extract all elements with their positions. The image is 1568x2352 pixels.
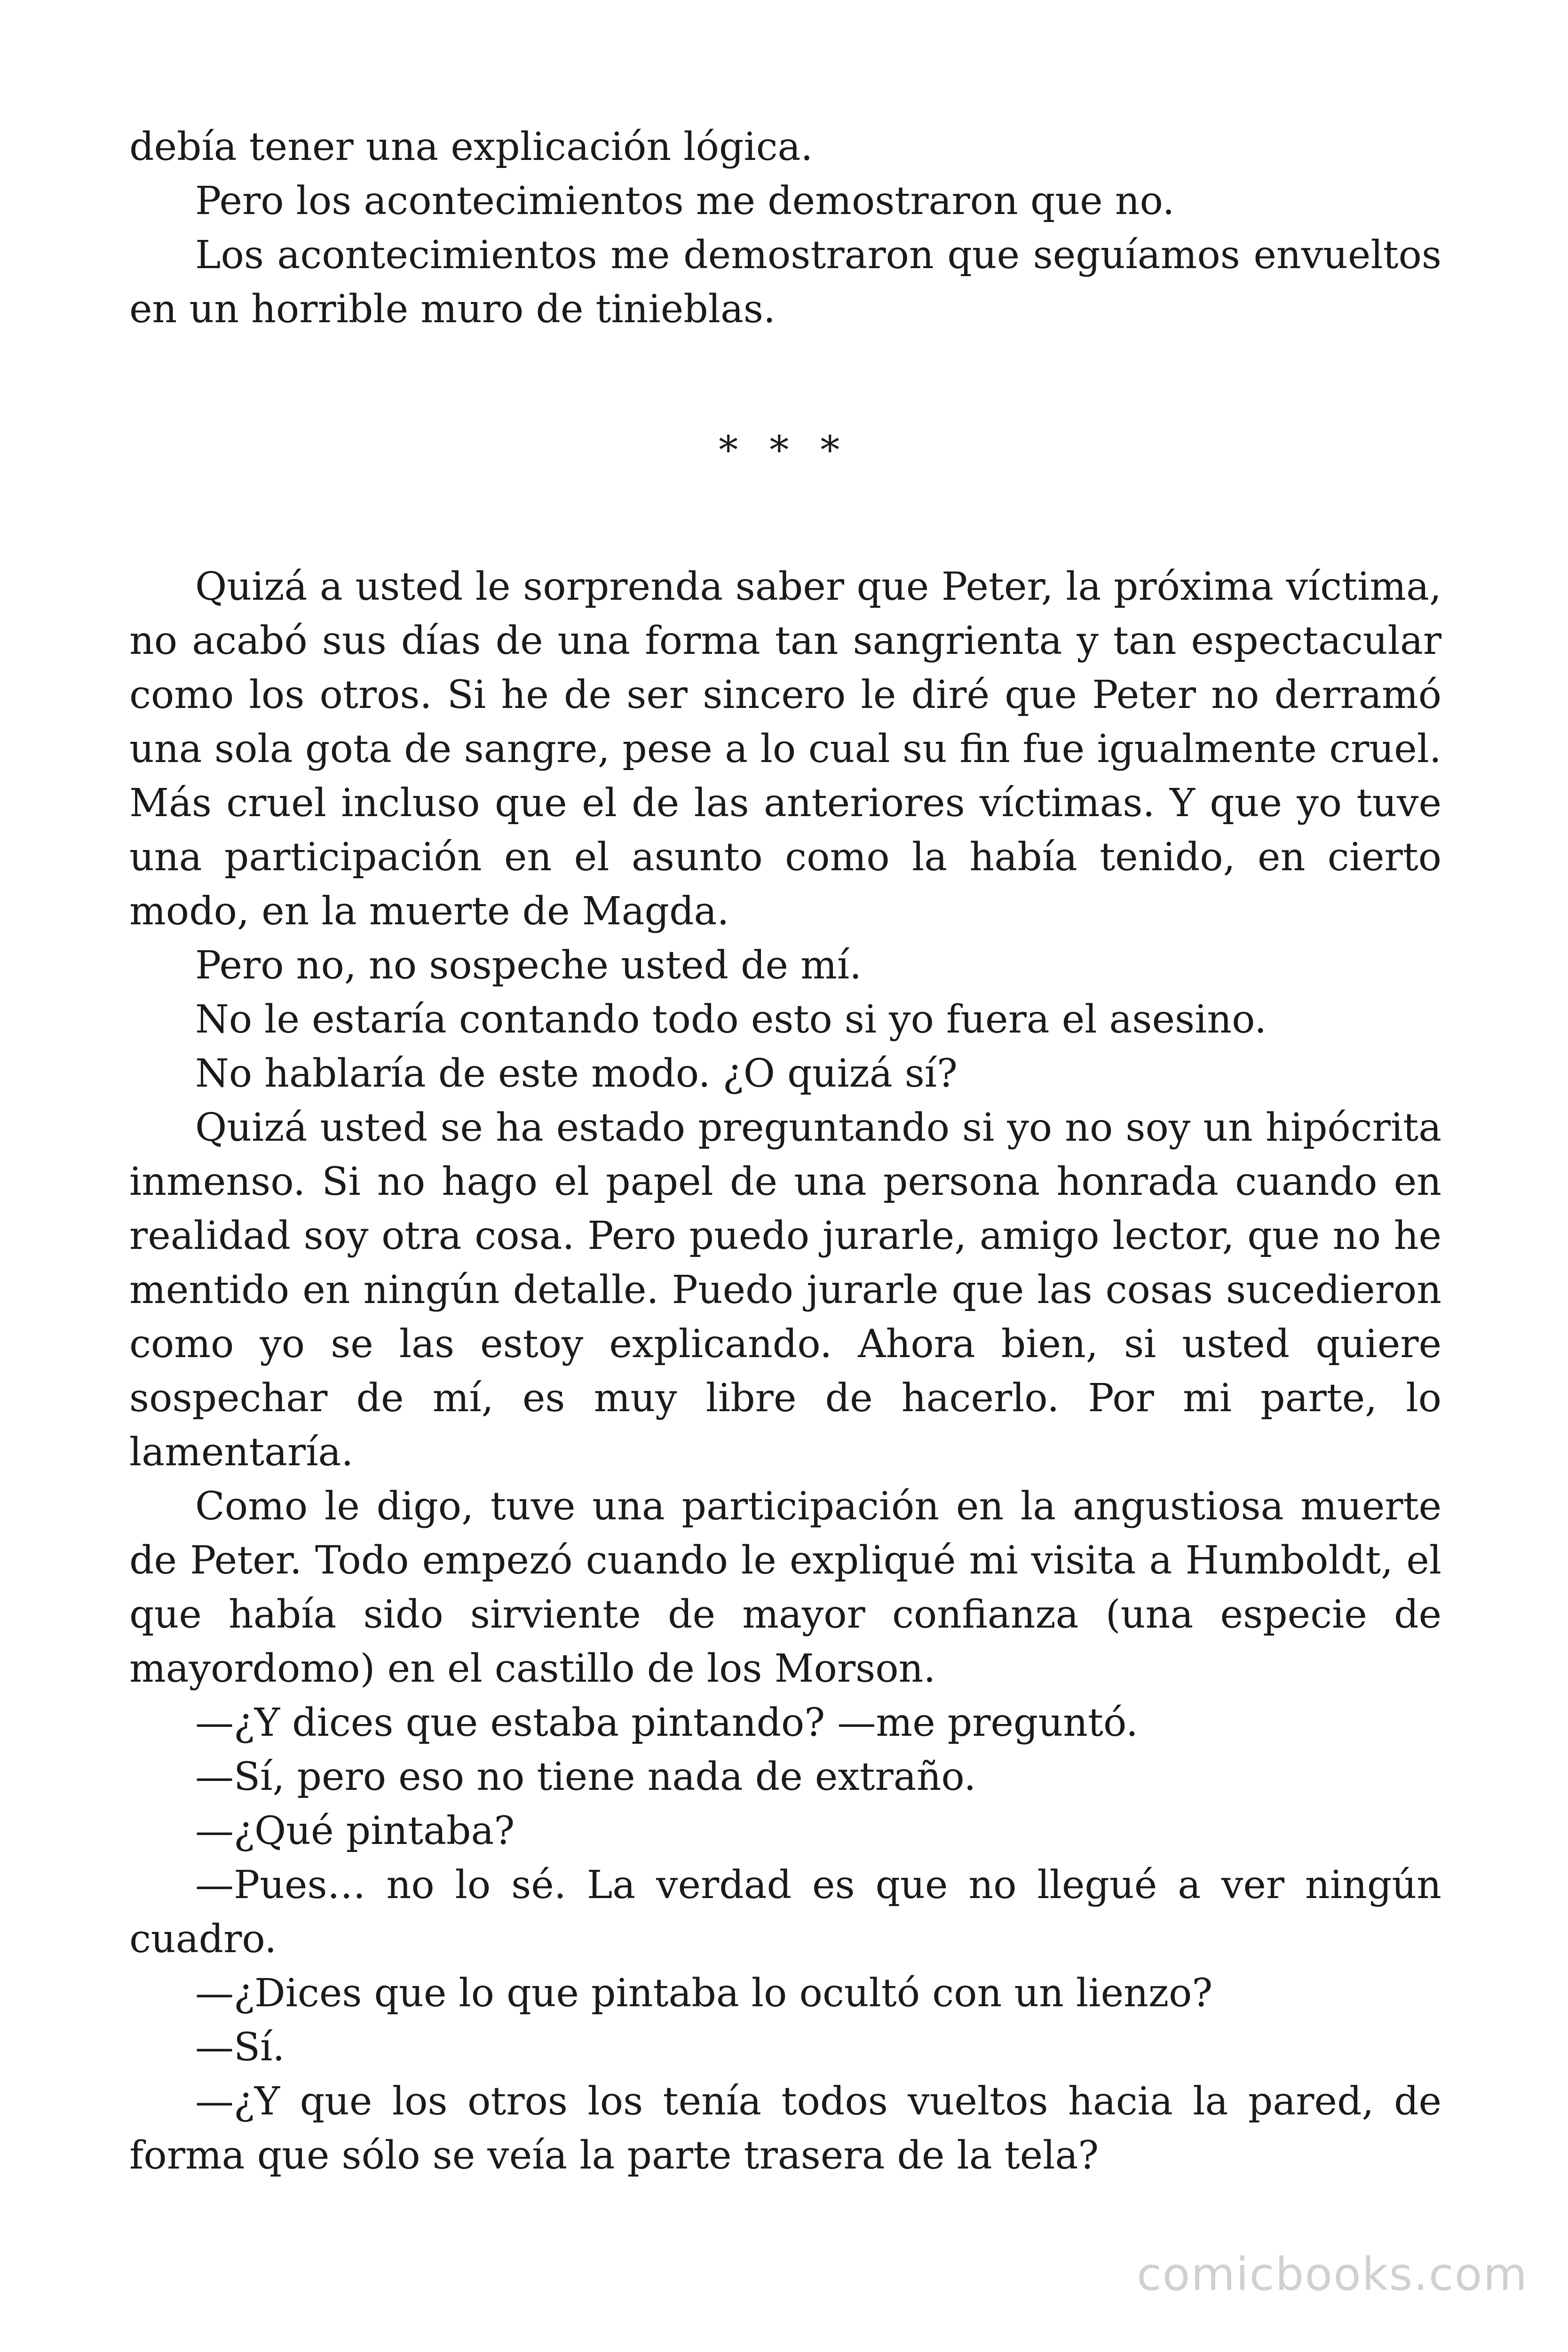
dialogue-line: —Sí, pero eso no tiene nada de extraño. (195, 1755, 976, 1799)
dialogue-line: —Pues… no lo sé. La verdad es que no llegué a ver ningún cuadro. (129, 1863, 1441, 1962)
paragraph: Quizá usted se ha estado preguntando si yo no soy un hipócrita inmenso. Si no hago el papel de una persona honrada cuando en realidad soy otra cosa. Pero puedo jurarle, amigo lector, que no he mentido en ningún detalle. Puedo jurarle que las cosas sucedieron como yo se las estoy explicando. Ahora bien, si usted quiere sospechar de mí, es muy libre de hacerlo. Por mi parte, lo lamentaría. (129, 1105, 1441, 1475)
section-separator: * * * (719, 428, 849, 473)
top-text-block (129, 120, 1441, 336)
dialogue-line: —¿Y que los otros los tenía todos vueltos hacia la pared, de forma que sólo se veía la parte trasera de la tela? (129, 2079, 1441, 2178)
paragraph: Quizá a usted le sorprenda saber que Peter, la próxima víctima, no acabó sus días de una forma tan sangrienta y tan espectacular como los otros. Si he de ser sincero le diré que Peter no derramó una sola gota de sangre, pese a lo cual su fin fue igualmente cruel. Más cruel incluso que el de las anteriores víctimas. Y que yo tuve una participación en el asunto como la había tenido, en cierto modo, en la muerte de Magda. (129, 564, 1441, 934)
paragraph: Los acontecimientos me demostraron que seguíamos envueltos en un horrible muro de tinieblas. (129, 233, 1441, 332)
dialogue-line: —¿Qué pintaba? (195, 1809, 515, 1853)
paragraph: No le estaría contando todo esto si yo fuera el asesino. (195, 997, 1267, 1042)
paragraph: Pero no, no sospeche usted de mí. (195, 943, 862, 988)
paragraph: debía tener una explicación lógica. (129, 125, 813, 169)
dialogue-line: —¿Dices que lo que pintaba lo ocultó con un lienzo? (195, 1971, 1213, 2016)
paragraph: Pero los acontecimientos me demostraron que no. (195, 179, 1175, 223)
main-text-block (129, 560, 1441, 2183)
dialogue-line: —¿Y dices que estaba pintando? —me preguntó. (195, 1700, 1138, 1745)
paragraph: Como le digo, tuve una participación en la angustiosa muerte de Peter. Todo empezó cuando le expliqué mi visita a Humboldt, el que había sido sirviente de mayor confianza (una especie de mayordomo) en el castillo de los Morson. (129, 1484, 1441, 1691)
paragraph: No hablaría de este modo. ¿O quizá sí? (195, 1051, 958, 1096)
dialogue-line: —Sí. (195, 2025, 285, 2070)
watermark-text: comicbooks.com (1136, 2248, 1528, 2301)
